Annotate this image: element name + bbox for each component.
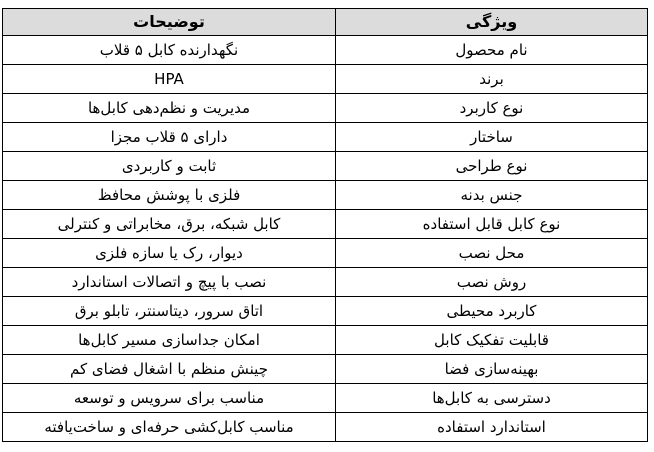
feature-cell[interactable]: نوع کابل قابل استفاده	[336, 210, 648, 239]
feature-cell[interactable]: برند	[336, 65, 648, 94]
table-row	[3, 326, 648, 355]
feature-cell[interactable]: نوع کاربرد	[336, 94, 648, 123]
table-row	[3, 210, 648, 239]
feature-cell[interactable]: دسترسی به کابل‌ها	[336, 384, 648, 413]
feature-cell[interactable]: ساختار	[336, 123, 648, 152]
table-row	[3, 239, 648, 268]
table-row	[3, 36, 648, 65]
description-cell[interactable]: نصب با پیچ و اتصالات استاندارد	[3, 268, 336, 297]
description-cell[interactable]: ثابت و کاربردی	[3, 152, 336, 181]
table-row	[3, 65, 648, 94]
feature-cell[interactable]: نام محصول	[336, 36, 648, 65]
description-cell[interactable]: مدیریت و نظم‌دهی کابل‌ها	[3, 94, 336, 123]
description-column-header[interactable]: توضیحات	[3, 9, 336, 36]
description-cell[interactable]: چینش منظم با اشغال فضای کم	[3, 355, 336, 384]
feature-cell[interactable]: محل نصب	[336, 239, 648, 268]
table-row	[3, 181, 648, 210]
feature-cell[interactable]: کاربرد محیطی	[336, 297, 648, 326]
table-row	[3, 384, 648, 413]
description-cell[interactable]: مناسب کابل‌کشی حرفه‌ای و ساخت‌یافته	[3, 413, 336, 442]
table-row	[3, 94, 648, 123]
spec-table	[2, 8, 648, 442]
description-cell[interactable]: دیوار، رک یا سازه فلزی	[3, 239, 336, 268]
feature-cell[interactable]: قابلیت تفکیک کابل	[336, 326, 648, 355]
feature-cell[interactable]: جنس بدنه	[336, 181, 648, 210]
description-cell[interactable]: مناسب برای سرویس و توسعه	[3, 384, 336, 413]
feature-cell[interactable]: نوع طراحی	[336, 152, 648, 181]
description-cell[interactable]: امکان جداسازی مسیر کابل‌ها	[3, 326, 336, 355]
description-cell[interactable]: اتاق سرور، دیتاسنتر، تابلو برق	[3, 297, 336, 326]
description-cell[interactable]: HPA	[3, 65, 336, 94]
header-row	[3, 9, 648, 36]
feature-column-header[interactable]: ویژگی	[336, 9, 648, 36]
table-row	[3, 268, 648, 297]
description-cell[interactable]: دارای ۵ قلاب مجزا	[3, 123, 336, 152]
table-row	[3, 297, 648, 326]
feature-cell[interactable]: بهینه‌سازی فضا	[336, 355, 648, 384]
table-row	[3, 123, 648, 152]
description-cell[interactable]: نگهدارنده کابل ۵ قلاب	[3, 36, 336, 65]
table-row	[3, 152, 648, 181]
feature-cell[interactable]: استاندارد استفاده	[336, 413, 648, 442]
description-cell[interactable]: فلزی با پوشش محافظ	[3, 181, 336, 210]
table-row	[3, 413, 648, 442]
spreadsheet-sheet	[2, 8, 647, 445]
description-cell[interactable]: کابل شبکه، برق، مخابراتی و کنترلی	[3, 210, 336, 239]
table-row	[3, 355, 648, 384]
feature-cell[interactable]: روش نصب	[336, 268, 648, 297]
